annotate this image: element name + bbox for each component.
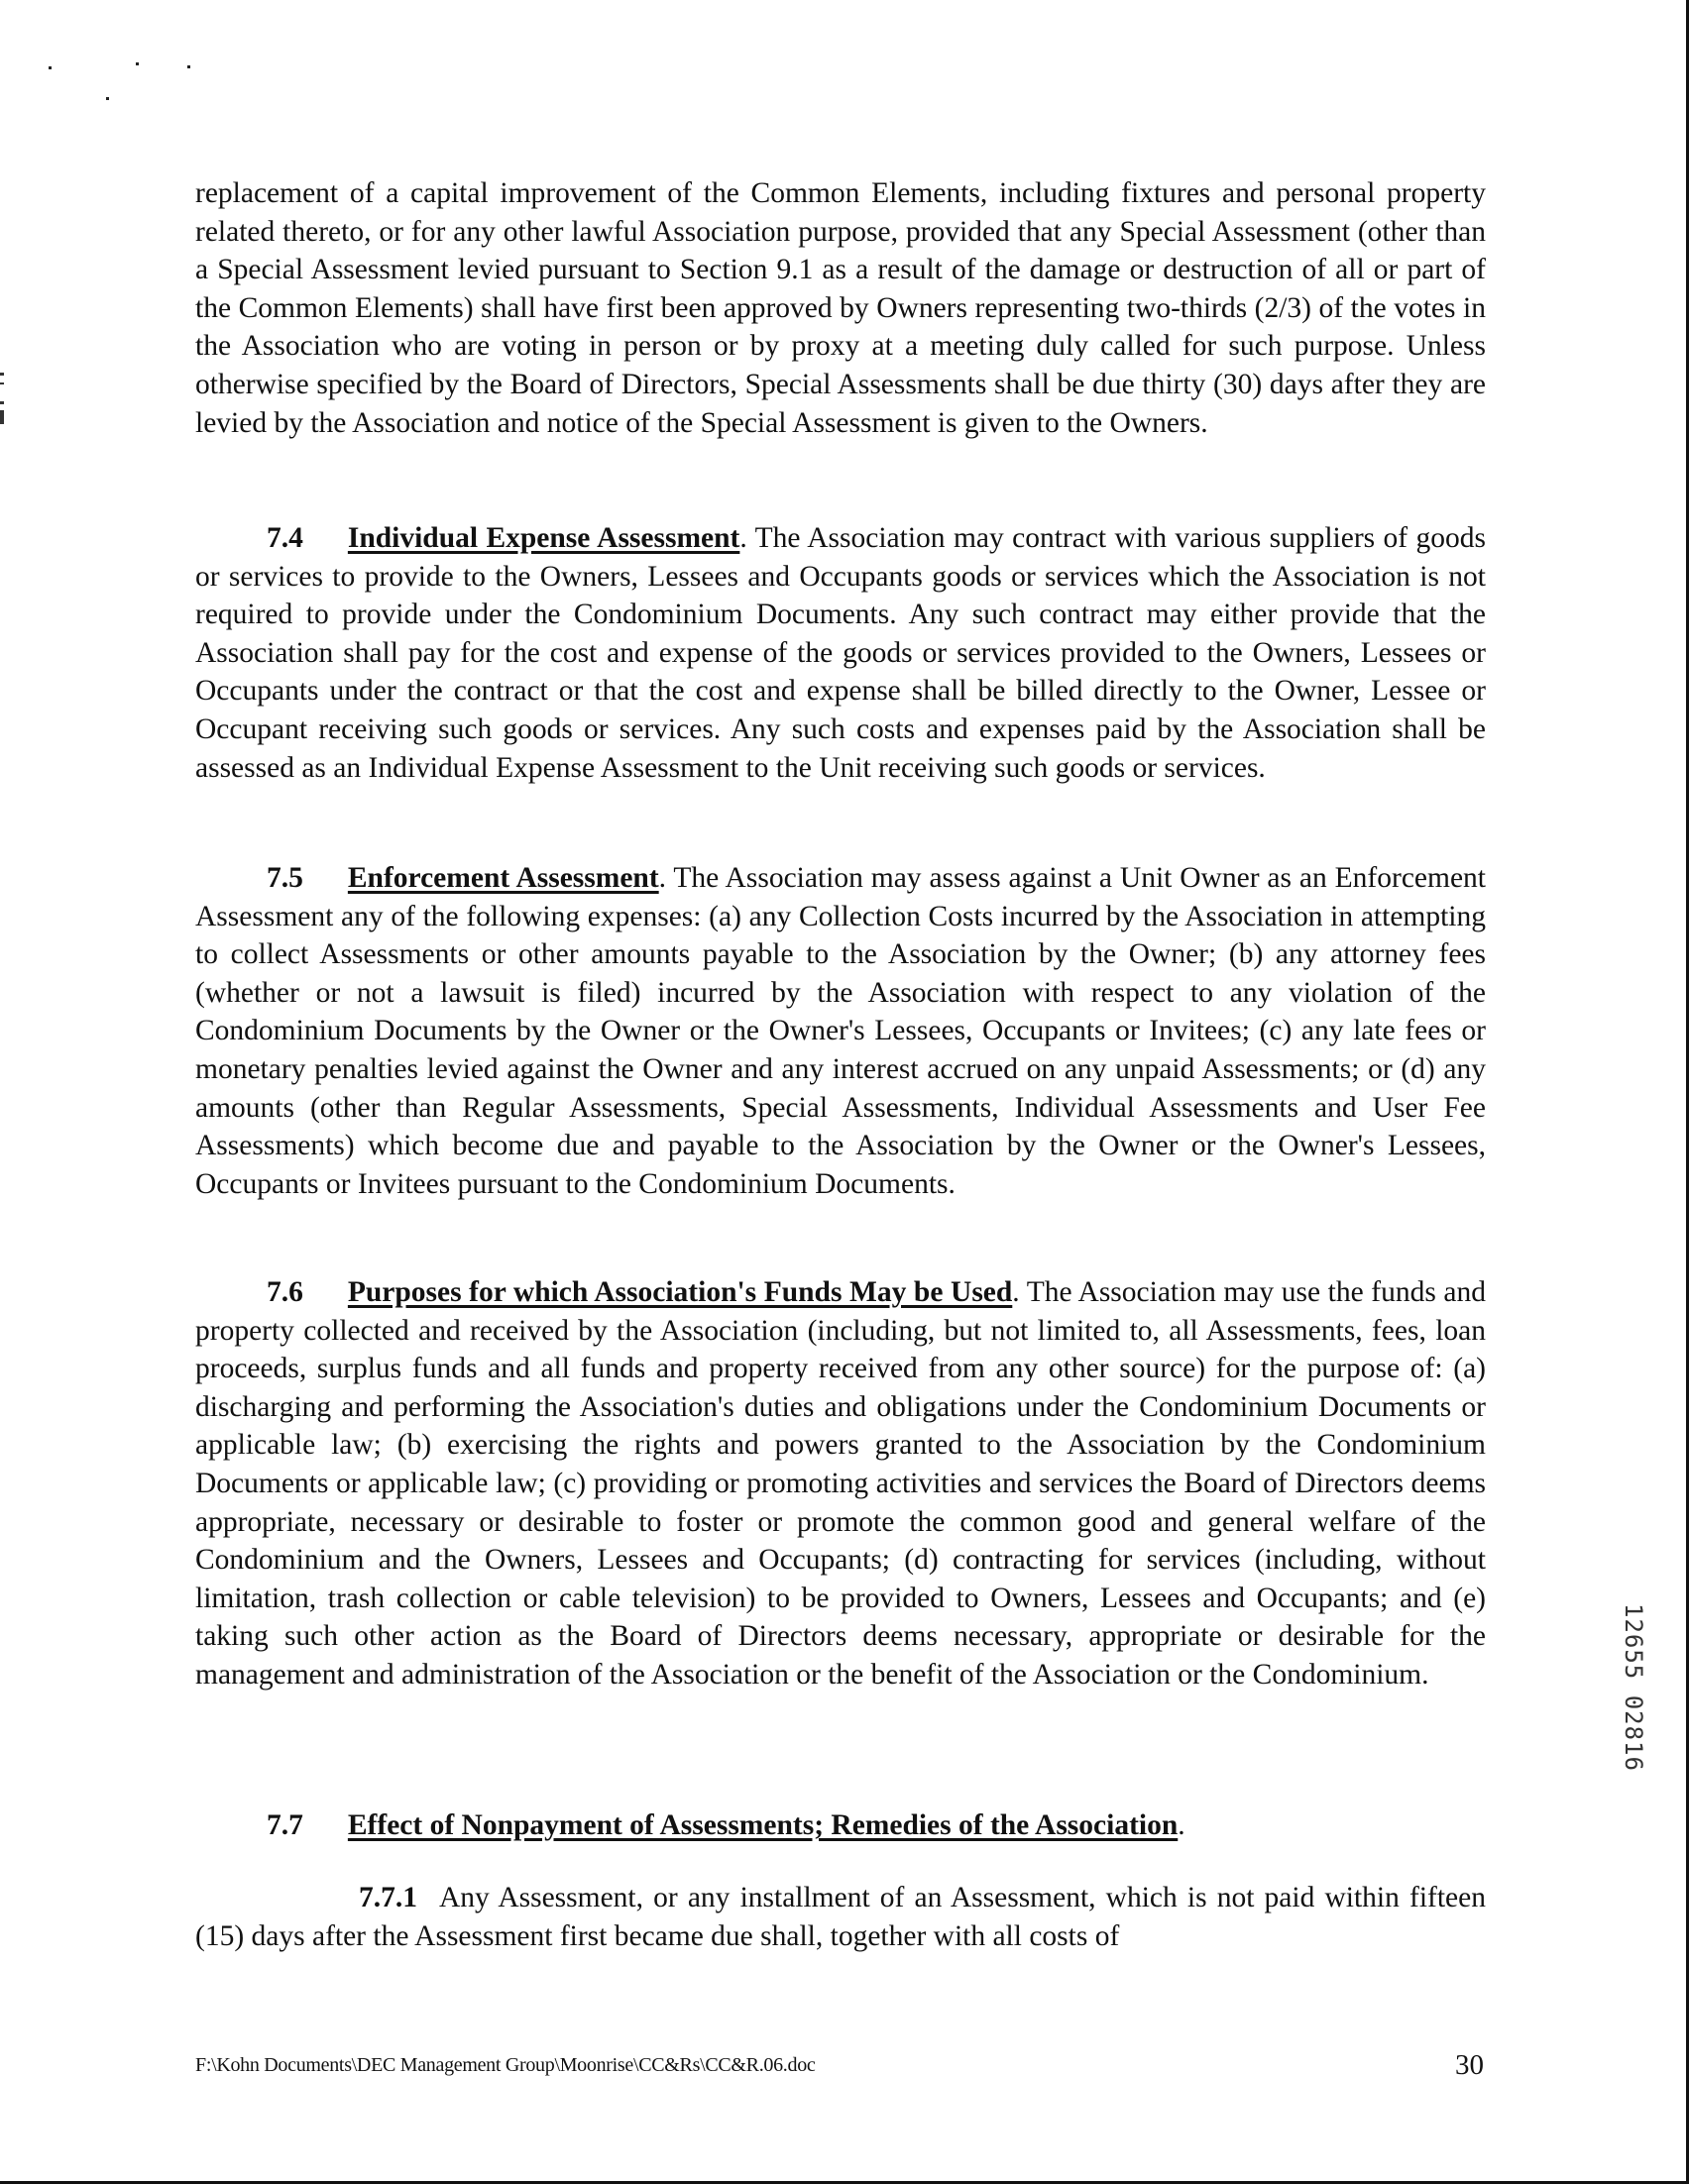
scan-edge-mark xyxy=(0,401,4,404)
section-title-period: . xyxy=(739,522,747,554)
scan-edge-mark xyxy=(0,382,4,384)
section-7-6 xyxy=(195,1273,1486,1694)
section-number: 7.4 xyxy=(267,522,303,554)
section-title: Individual Expense Assessment xyxy=(347,522,740,554)
scan-speck xyxy=(187,65,190,68)
margin-stamp xyxy=(1622,1603,1649,1871)
subsection-7-7-1 xyxy=(195,1879,1486,1955)
section-7-5 xyxy=(195,859,1486,1203)
section-title: Enforcement Assessment xyxy=(347,862,659,894)
section-title: Effect of Nonpayment of Assessments; Remedies of the Association xyxy=(347,1809,1179,1841)
section-number: 7.5 xyxy=(267,862,303,894)
subsection-body: Any Assessment, or any installment of an Assessment, which is not paid within fifteen (15) days after the Assessment first became due shall, together with all costs of xyxy=(195,1882,1486,1952)
section-title-period: . xyxy=(658,862,667,894)
scan-edge-mark xyxy=(0,373,4,376)
section-title: Purposes for which Association's Funds May be Used xyxy=(347,1276,1013,1308)
section-title-period: . xyxy=(1178,1809,1185,1841)
continuation-paragraph xyxy=(195,174,1486,442)
margin-stamp-text: 12655 02816 xyxy=(1620,1603,1647,1772)
section-7-7-heading xyxy=(267,1806,1185,1845)
page-number: 30 xyxy=(1455,2049,1484,2081)
scan-speck xyxy=(49,66,52,69)
scan-speck xyxy=(106,97,109,100)
paragraph-text: replacement of a capital improvement of the Common Elements, including fixtures and personal property related thereto, or for any other lawful Association purpose, provided that any Special Assessment (other than a Special Assessment levied pursuant to Section 9.1 as a result of the damage or destruction of all or part of the Common Elements) shall have first been approved by Owners representing two-thirds (2/3) of the votes in the Association who are voting in person or by proxy at a meeting duly called for such purpose. Unless otherwise specified by the Board of Directors, Special Assessments shall be due thirty (30) days after they are levied by the Association and notice of the Special Assessment is given to the Owners. xyxy=(195,177,1486,439)
section-number: 7.7 xyxy=(267,1809,303,1841)
footer-file-path: F:\Kohn Documents\DEC Management Group\Moonrise\CC&Rs\CC&R.06.doc xyxy=(195,2054,816,2076)
scan-edge-mark xyxy=(0,410,4,424)
section-body: The Association may assess against a Unit Owner as an Enforcement Assessment any of the following expenses: (a) any Collection Costs incurred by the Association in attempting to collect Assessments or other amounts payable to the Association by the Owner; (b) any attorney fees (whether or not a lawsuit is filed) incurred by the Association with respect to any violation of the Condominium Documents by the Owner or the Owner's Lessees, Occupants or Invitees; (c) any late fees or monetary penalties levied against the Owner and any interest accrued on any unpaid Assessments; or (d) any amounts (other than Regular Assessments, Special Assessments, Individual Assessments and User Fee Assessments) which become due and payable to the Association by the Owner or the Owner's Lessees, Occupants or Invitees pursuant to the Condominium Documents. xyxy=(195,862,1486,1200)
section-body: The Association may use the funds and property collected and received by the Association (including, but not limited to, all Assessments, fees, loan proceeds, surplus funds and all funds and property received from any other source) for the purpose of: (a) discharging and performing the Association's duties and obligations under the Condominium Documents or applicable law; (b) exercising the rights and powers granted to the Association by the Condominium Documents or applicable law; (c) providing or promoting activities and services the Board of Directors deems appropriate, necessary or desirable to foster or promote the common good and general welfare of the Condominium and the Owners, Lessees and Occupants; (d) contracting for services (including, without limitation, trash collection or cable television) to be provided to Owners, Lessees and Occupants; and (e) taking such other action as the Board of Directors deems necessary, appropriate or desirable for the management and administration of the Association or the benefit of the Association or the Condominium. xyxy=(195,1276,1486,1691)
scan-speck xyxy=(136,62,139,65)
section-body: The Association may contract with various suppliers of goods or services to provide to the Owners, Lessees and Occupants goods or services which the Association is not required to provide under the Condominium Documents. Any such contract may either provide that the Association shall pay for the cost and expense of the goods or services provided to the Owners, Lessees or Occupants under the contract or that the cost and expense shall be billed directly to the Owner, Lessee or Occupant receiving such goods or services. Any such costs and expenses paid by the Association shall be assessed as an Individual Expense Assessment to the Unit receiving such goods or services. xyxy=(195,522,1486,784)
section-title-period: . xyxy=(1012,1276,1020,1308)
section-7-4 xyxy=(195,519,1486,787)
subsection-number: 7.7.1 xyxy=(359,1882,417,1913)
section-number: 7.6 xyxy=(267,1276,303,1308)
